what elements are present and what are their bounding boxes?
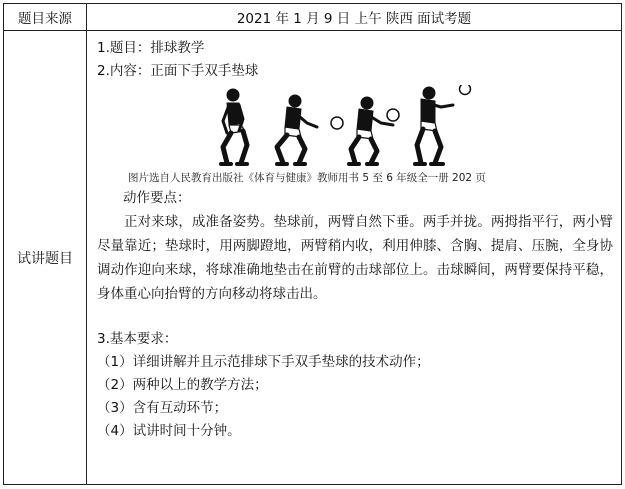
topic-content-cell	[87, 31, 622, 485]
topic-label-cell: 试讲题目	[4, 31, 87, 485]
volleyball-figure	[97, 85, 613, 171]
requirement-item: （1）详细讲解并且示范排球下手双手垫球的技术动作；	[97, 354, 430, 370]
source-label-cell: 题目来源	[4, 4, 87, 31]
volleyball-ball-3	[460, 85, 471, 95]
volleyball-ball-1	[331, 117, 343, 129]
player-2-figure	[277, 95, 317, 164]
volleyball-ball-2	[387, 109, 399, 121]
header-row	[4, 4, 622, 31]
player-4-figure	[415, 87, 453, 164]
figure-caption: 图片选自人民教育出版社《体育与健康》教师用书 5 至 6 年级全一册 202 页	[128, 172, 486, 184]
topic-content: 2.内容：正面下手双手垫球	[97, 63, 259, 79]
spacer	[97, 306, 613, 328]
requirement-item: （3）含有互动环节；	[97, 400, 228, 416]
exam-table	[3, 3, 622, 485]
essentials-title: 动作要点：	[123, 190, 191, 206]
source-info-cell: 2021 年 1 月 9 日 上午 陕西 面试考题	[87, 4, 622, 31]
volleyball-sequence-illustration	[217, 85, 477, 171]
player-1-figure	[221, 89, 247, 164]
requirements-title: 3.基本要求：	[97, 331, 178, 347]
essentials-text: 正对来球，成准备姿势。垫球前，两臂自然下垂。两手并拢。两拇指平行，两小臂尽量靠近；垫球时，用两脚蹬地，两臂稍内收，利用伸膝、含胸、提肩、压腕，全身协调动作迎向来球，将球准确地垫击在前臂的击球部位上。击球瞬间，两臂要保持平稳，身体重心向抬臂的方向移动将球击出。	[97, 214, 613, 302]
topic-row	[4, 31, 622, 485]
topic-title: 1.题目：排球教学	[97, 40, 205, 56]
requirement-item: （2）两种以上的教学方法；	[97, 377, 268, 393]
requirement-item: （4）试讲时间十分钟。	[97, 423, 241, 439]
player-3-figure	[349, 97, 393, 164]
